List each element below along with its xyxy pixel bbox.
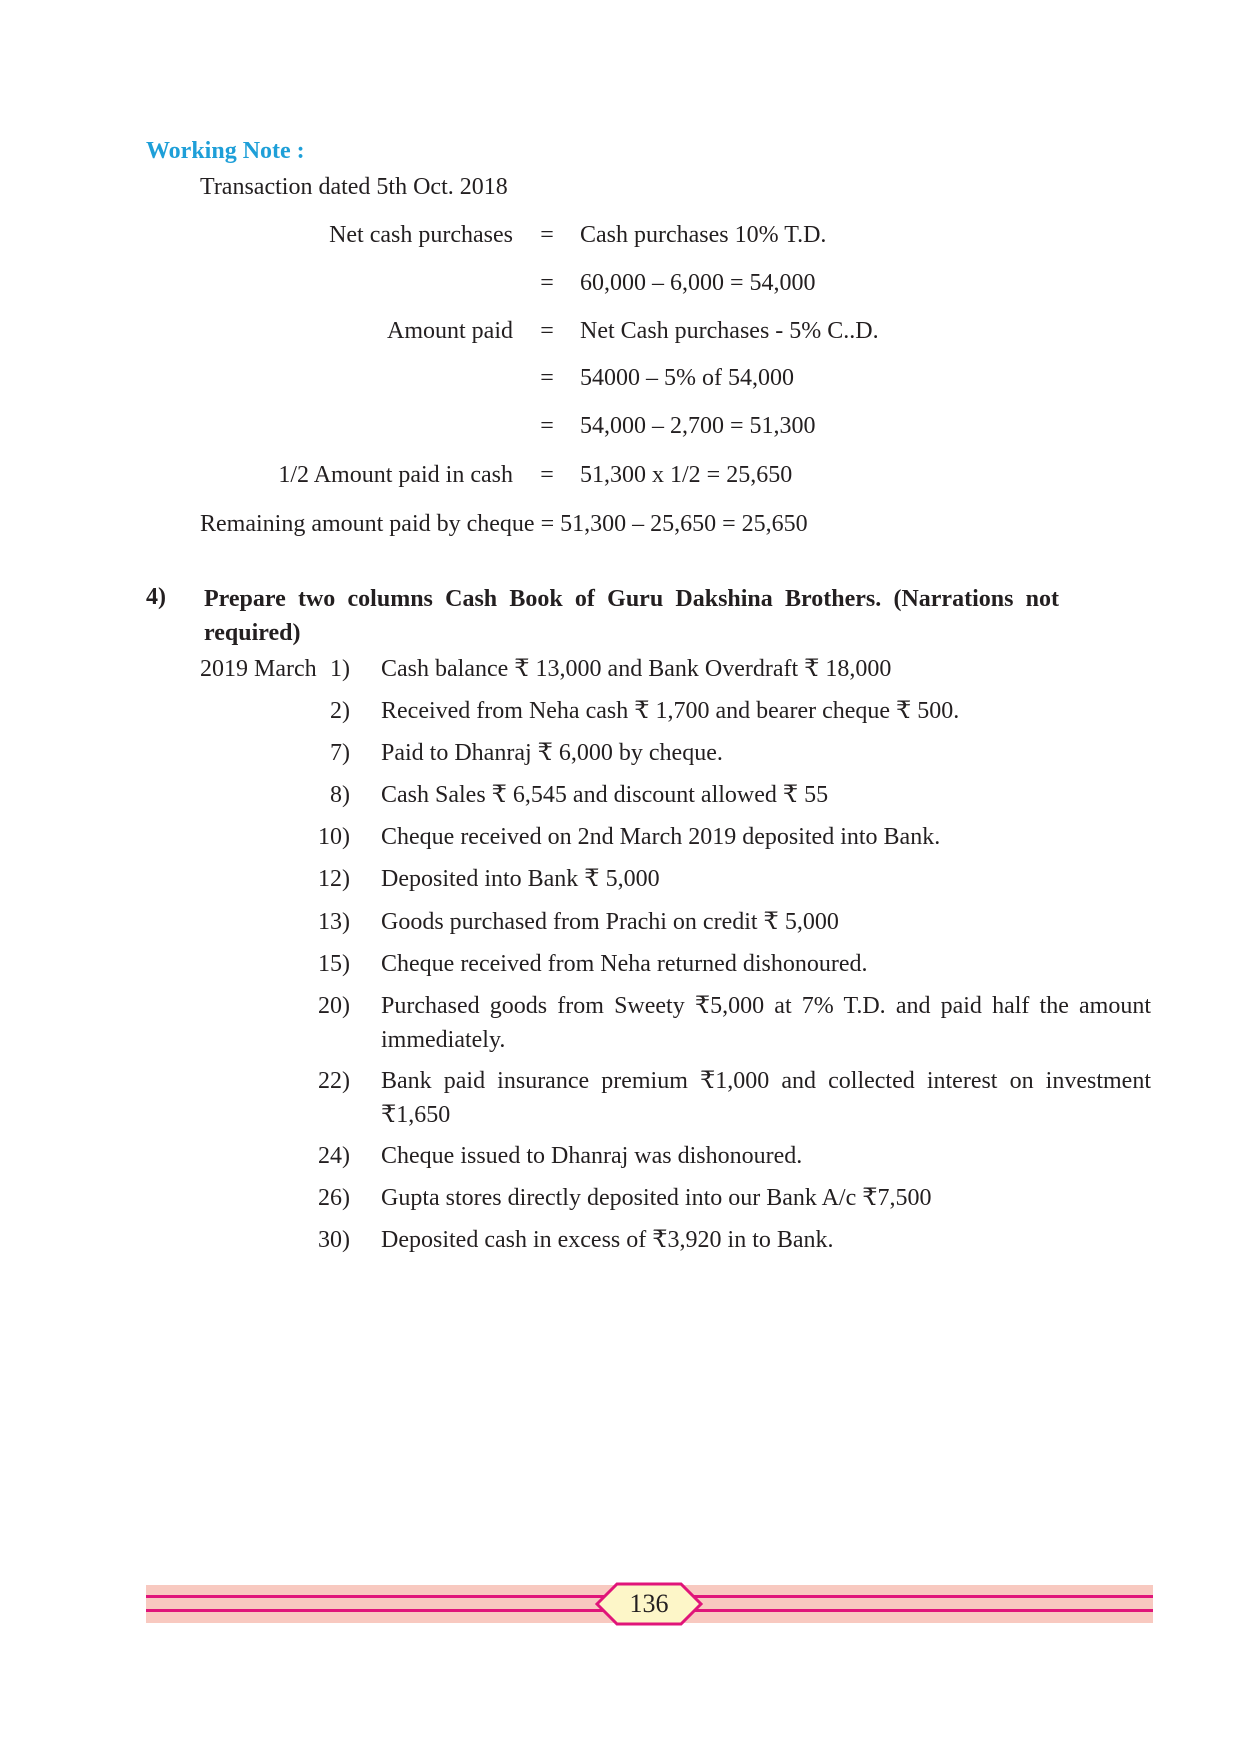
question-number: 4) — [146, 584, 166, 610]
question-text: Prepare two columns Cash Book of Guru Dakshina Brothers. (Narrations not required) — [204, 586, 1059, 646]
transaction-item: Deposited into Bank ₹ 5,000 — [381, 866, 660, 892]
equals-sign: = — [540, 222, 554, 248]
calc-value: 51,300 x 1/2 = 25,650 — [580, 462, 793, 488]
item-number: 22) — [318, 1068, 350, 1094]
transaction-item: Cheque received on 2nd March 2019 deposited into Bank. — [381, 824, 941, 850]
transaction-item: Bank paid insurance premium ₹1,000 and collected interest on investment ₹1,650 — [381, 1068, 1151, 1128]
remaining-amount-line: Remaining amount paid by cheque = 51,300 – 25,650 = 25,650 — [200, 511, 808, 537]
equals-sign: = — [540, 413, 554, 439]
item-number: 24) — [318, 1143, 350, 1169]
item-number: 2) — [330, 698, 350, 724]
transaction-item: Received from Neha cash ₹ 1,700 and bearer cheque ₹ 500. — [381, 698, 960, 724]
item-number: 30) — [318, 1227, 350, 1253]
item-number: 12) — [318, 866, 350, 892]
transaction-item: Cash balance ₹ 13,000 and Bank Overdraft ₹ 18,000 — [381, 656, 892, 682]
calc-value: 54,000 – 2,700 = 51,300 — [580, 413, 816, 439]
transaction-item: Paid to Dhanraj ₹ 6,000 by cheque. — [381, 740, 723, 766]
calc-value: 60,000 – 6,000 = 54,000 — [580, 270, 816, 296]
working-note-heading: Working Note : — [146, 138, 305, 164]
transaction-item: Cash Sales ₹ 6,545 and discount allowed ₹ 55 — [381, 782, 829, 808]
transaction-item: Cheque received from Neha returned dishonoured. — [381, 951, 868, 977]
equals-sign: = — [540, 318, 554, 344]
equals-sign: = — [540, 270, 554, 296]
transaction-item: Goods purchased from Prachi on credit ₹ 5,000 — [381, 909, 839, 935]
item-number: 13) — [318, 909, 350, 935]
item-number: 1) — [330, 656, 350, 682]
transaction-item: Gupta stores directly deposited into our Bank A/c ₹7,500 — [381, 1185, 932, 1211]
item-number: 10) — [318, 824, 350, 850]
calc-label: 1/2 Amount paid in cash — [278, 462, 513, 488]
page-number: 136 — [629, 1589, 669, 1618]
item-number: 8) — [330, 782, 350, 808]
transaction-item: Deposited cash in excess of ₹3,920 in to Bank. — [381, 1227, 834, 1253]
date-label: 2019 March — [200, 656, 317, 682]
transaction-item: Cheque issued to Dhanraj was dishonoured. — [381, 1143, 803, 1169]
page-number-badge — [589, 1582, 709, 1626]
transaction-date: Transaction dated 5th Oct. 2018 — [200, 174, 508, 200]
item-number: 26) — [318, 1185, 350, 1211]
calc-value: 54000 – 5% of 54,000 — [580, 365, 794, 391]
item-number: 20) — [318, 993, 350, 1019]
calc-label: Amount paid — [387, 318, 513, 344]
transaction-item: Purchased goods from Sweety ₹5,000 at 7% T.D. and paid half the amount immediately. — [381, 993, 1151, 1053]
calc-value: Net Cash purchases - 5% C..D. — [580, 318, 879, 344]
equals-sign: = — [540, 365, 554, 391]
calc-label: Net cash purchases — [329, 222, 513, 248]
calc-value: Cash purchases 10% T.D. — [580, 222, 827, 248]
item-number: 7) — [330, 740, 350, 766]
item-number: 15) — [318, 951, 350, 977]
equals-sign: = — [540, 462, 554, 488]
